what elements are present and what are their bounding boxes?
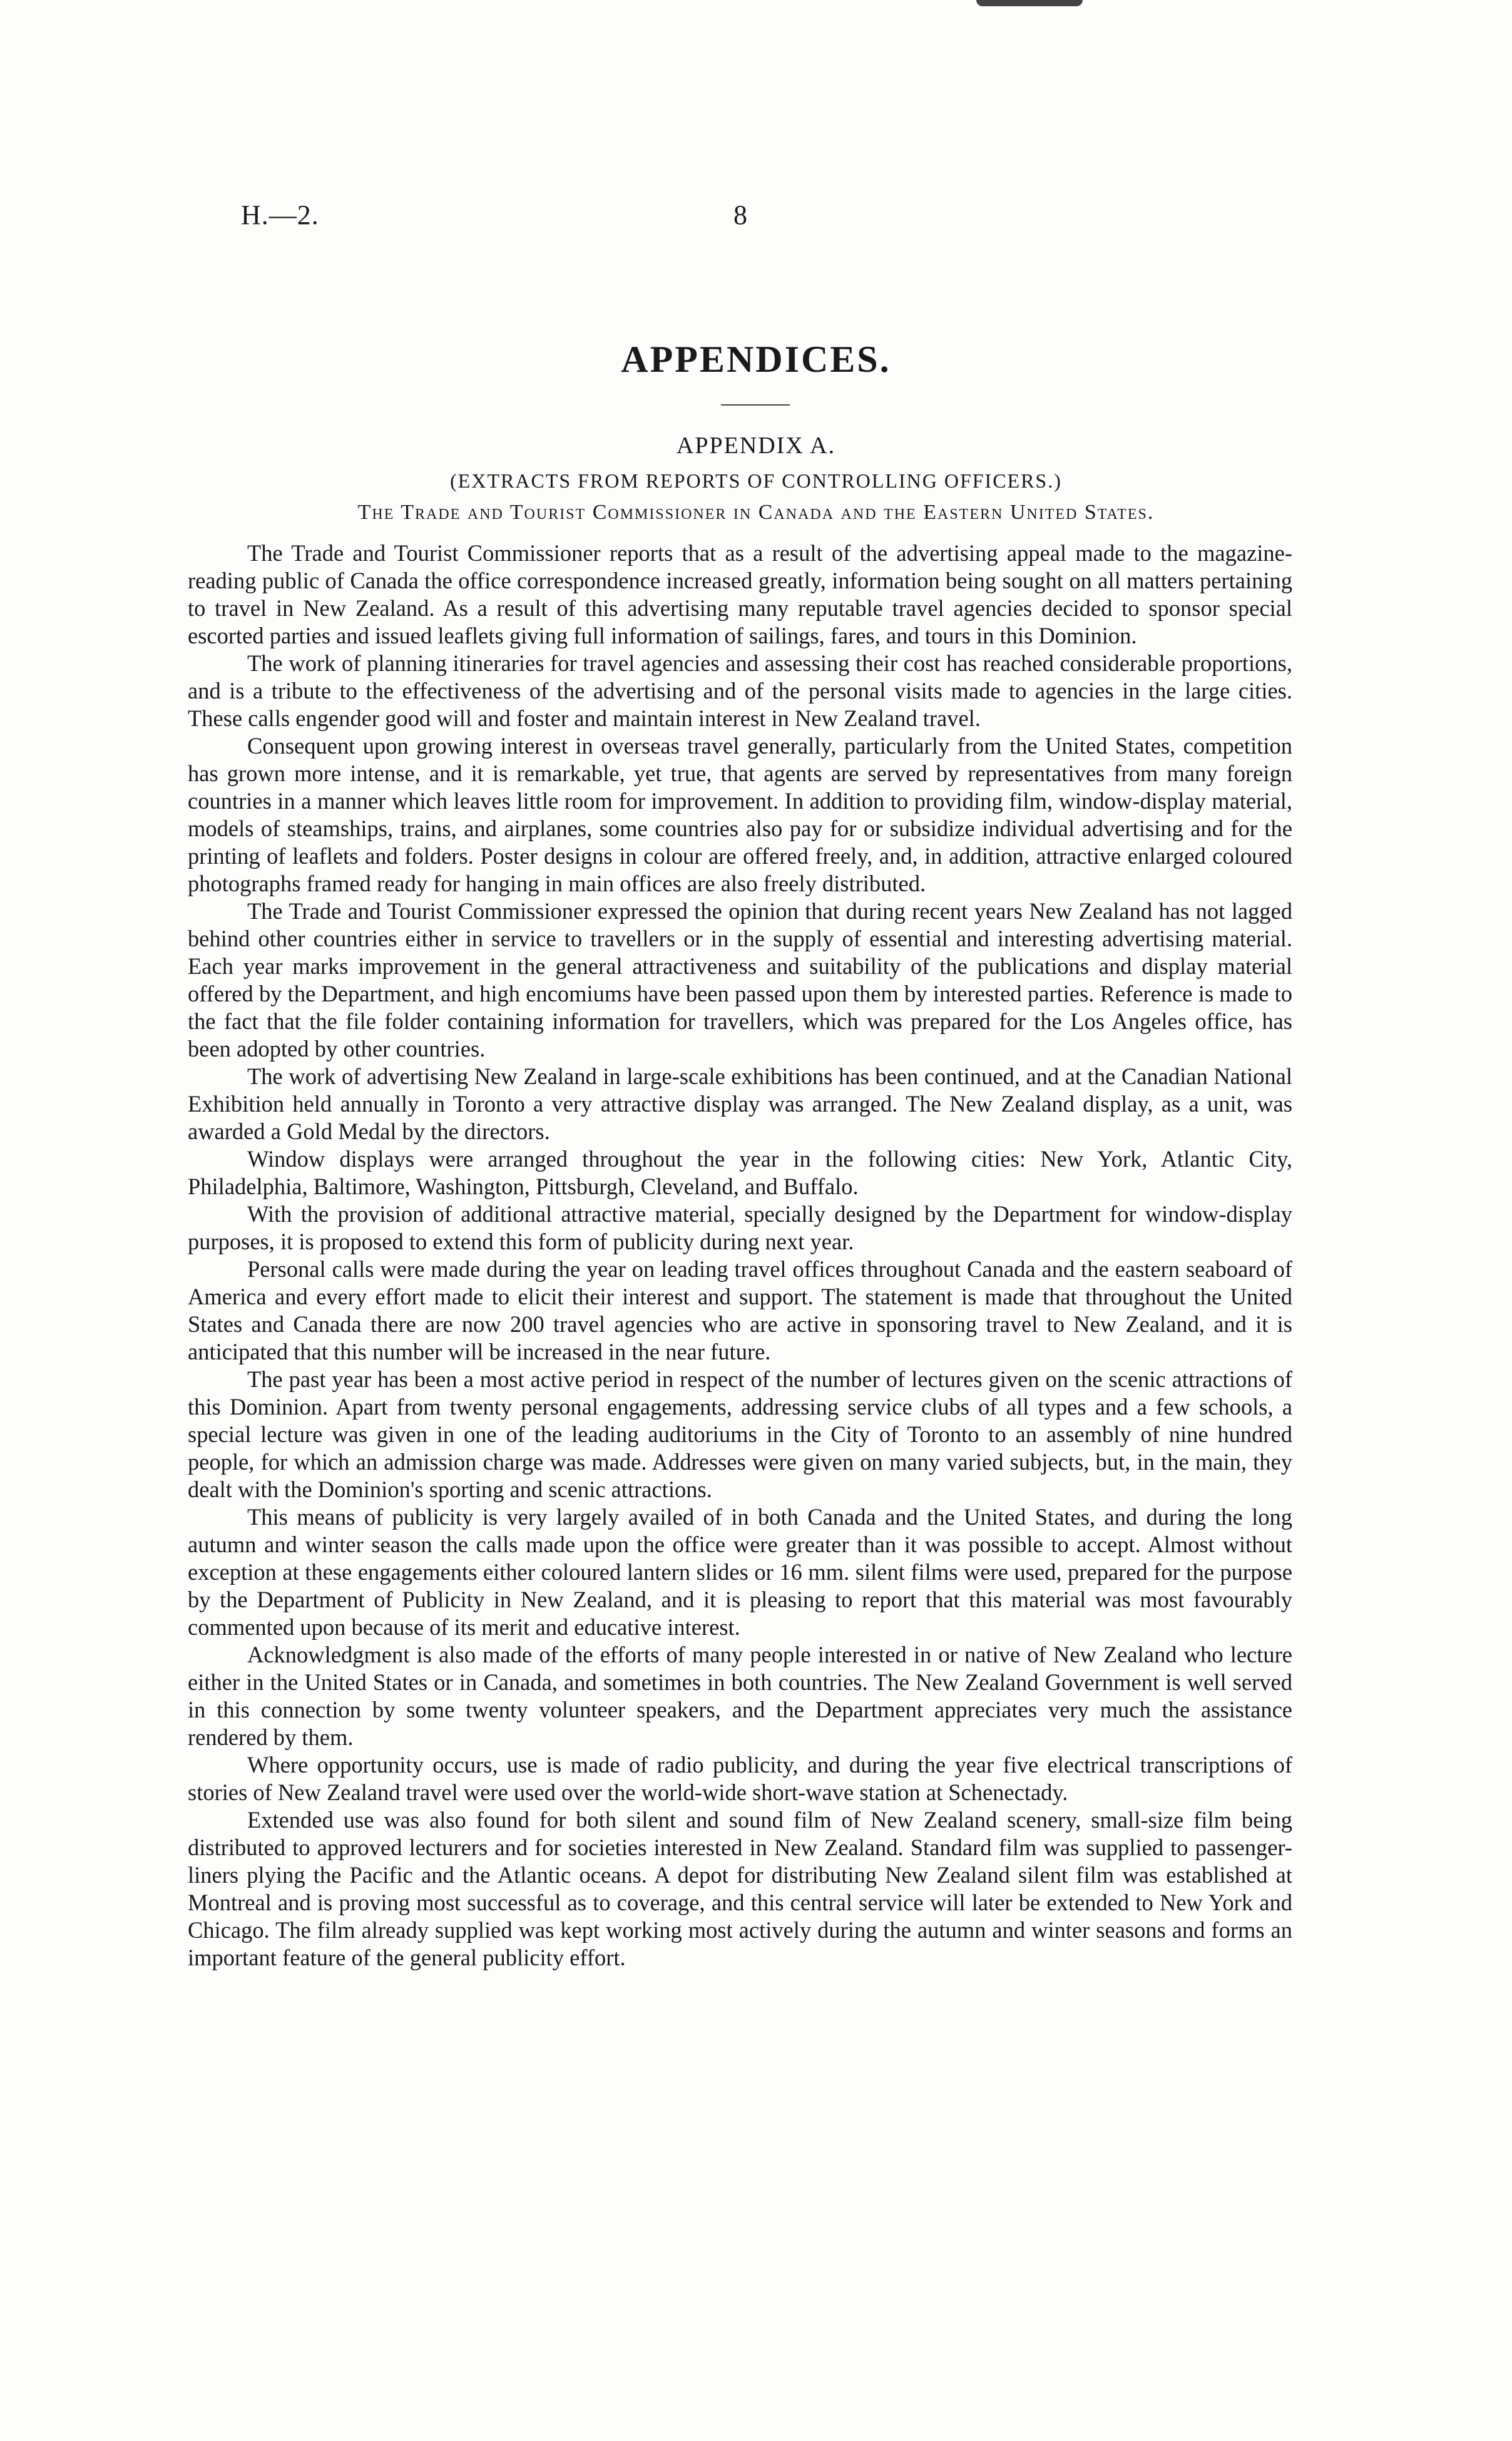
paragraph: Window displays were arranged throughout the year in the following cities: New York, Atlantic City, Philadelphia, Baltimore, Washington, Pittsburgh, Cleveland, and Buffalo. — [188, 1146, 1292, 1199]
paragraph: The Trade and Tourist Commissioner expressed the opinion that during recent years New Zealand has not lagged behind other countries either in service to travellers or in the supply of essential and interesting advertising material. Each year marks improvement in the general attractiveness and suitability of the publications and display material offered by the Department, and high encomiums have been passed upon them by interested parties. Reference is made to the fact that the file folder containing information for travellers, which was prepared for the Los Angeles office, has been adopted by other countries. — [188, 898, 1292, 1062]
page-number: 8 — [733, 200, 747, 230]
scan-mark — [976, 0, 1083, 6]
paragraph: This means of publicity is very largely availed of in both Canada and the United States, and during the long autumn and winter season the calls made upon the office were greater than it was possible to accept. Almost without exception at these engagements either coloured lantern slides or 16 mm. silent films were used, prepared for the purpose by the Department of Publicity in New Zealand, and it is pleasing to report that this material was most favourably commented upon because of its merit and educative interest. — [188, 1504, 1292, 1640]
body-text — [188, 540, 1292, 1972]
paragraph: With the provision of additional attractive material, specially designed by the Department for window-display purposes, it is proposed to extend this form of publicity during next year. — [188, 1201, 1292, 1254]
appendix-label: APPENDIX A. — [676, 432, 836, 459]
section-heading: The Trade and Tourist Commissioner in Canada and the Eastern United States. — [357, 501, 1155, 524]
paragraph: The work of planning itineraries for travel agencies and assessing their cost has reached considerable proportions, and is a tribute to the effectiveness of the advertising and of the personal visits made to agencies in the large cities. These calls engender good will and foster and maintain interest in New Zealand travel. — [188, 650, 1292, 731]
page-title: APPENDICES. — [621, 339, 891, 380]
paragraph: The past year has been a most active period in respect of the number of lectures given on the scenic attractions of this Dominion. Apart from twenty personal engagements, addressing service clubs of all types and a few schools, a special lecture was given in one of the leading auditoriums in the City of Toronto to an assembly of nine hundred people, for which an admission charge was made. Addresses were given on many varied subjects, but, in the main, they dealt with the Dominion's sporting and scenic attractions. — [188, 1366, 1292, 1502]
paragraph: Where opportunity occurs, use is made of radio publicity, and during the year five electrical transcriptions of stories of New Zealand travel were used over the world-wide short-wave station at Schenectady. — [188, 1752, 1292, 1805]
paragraph: Personal calls were made during the year on leading travel offices throughout Canada and the eastern seaboard of America and every effort made to elicit their interest and support. The statement is made that throughout the United States and Canada there are now 200 travel agencies who are active in sponsoring travel to New Zealand, and it is anticipated that this number will be increased in the near future. — [188, 1256, 1292, 1364]
appendix-subtitle: (EXTRACTS FROM REPORTS OF CONTROLLING OFFICERS.) — [450, 469, 1062, 492]
document-code: H.—2. — [241, 200, 319, 230]
paragraph: The work of advertising New Zealand in large-scale exhibitions has been continued, and at the Canadian National Exhibition held annually in Toronto a very attractive display was arranged. The New Zealand display, as a unit, was awarded a Gold Medal by the directors. — [188, 1063, 1292, 1144]
paragraph: The Trade and Tourist Commissioner reports that as a result of the advertising appeal made to the magazine-reading public of Canada the office correspondence increased greatly, information being sought on all matters pertaining to travel in New Zealand. As a result of this advertising many reputable travel agencies decided to sponsor special escorted parties and issued leaflets giving full information of sailings, fares, and tours in this Dominion. — [188, 540, 1292, 648]
paragraph: Consequent upon growing interest in overseas travel generally, particularly from the United States, competition has grown more intense, and it is remarkable, yet true, that agents are served by representatives from many foreign countries in a manner which leaves little room for improvement. In addition to providing film, window-display material, models of steamships, trains, and airplanes, some countries also pay for or subsidize individual advertising and for the printing of leaflets and folders. Poster designs in colour are offered freely, and, in addition, attractive enlarged coloured photographs framed ready for hanging in main offices are also freely distributed. — [188, 733, 1292, 896]
paragraph: Extended use was also found for both silent and sound film of New Zealand scenery, small-size film being distributed to approved lecturers and for societies interested in New Zealand. Standard film was supplied to passenger-liners plying the Pacific and the Atlantic oceans. A depot for distributing New Zealand silent film was established at Montreal and is proving most successful as to coverage, and this central service will later be extended to New York and Chicago. The film already supplied was kept working most actively during the autumn and winter seasons and forms an important feature of the general publicity effort. — [188, 1807, 1292, 1970]
title-divider — [721, 404, 790, 406]
paragraph: Acknowledgment is also made of the efforts of many people interested in or native of New Zealand who lecture either in the United States or in Canada, and sometimes in both countries. The New Zealand Government is well served in this connection by some twenty volunteer speakers, and the Department appreciates very much the assistance rendered by them. — [188, 1642, 1292, 1750]
